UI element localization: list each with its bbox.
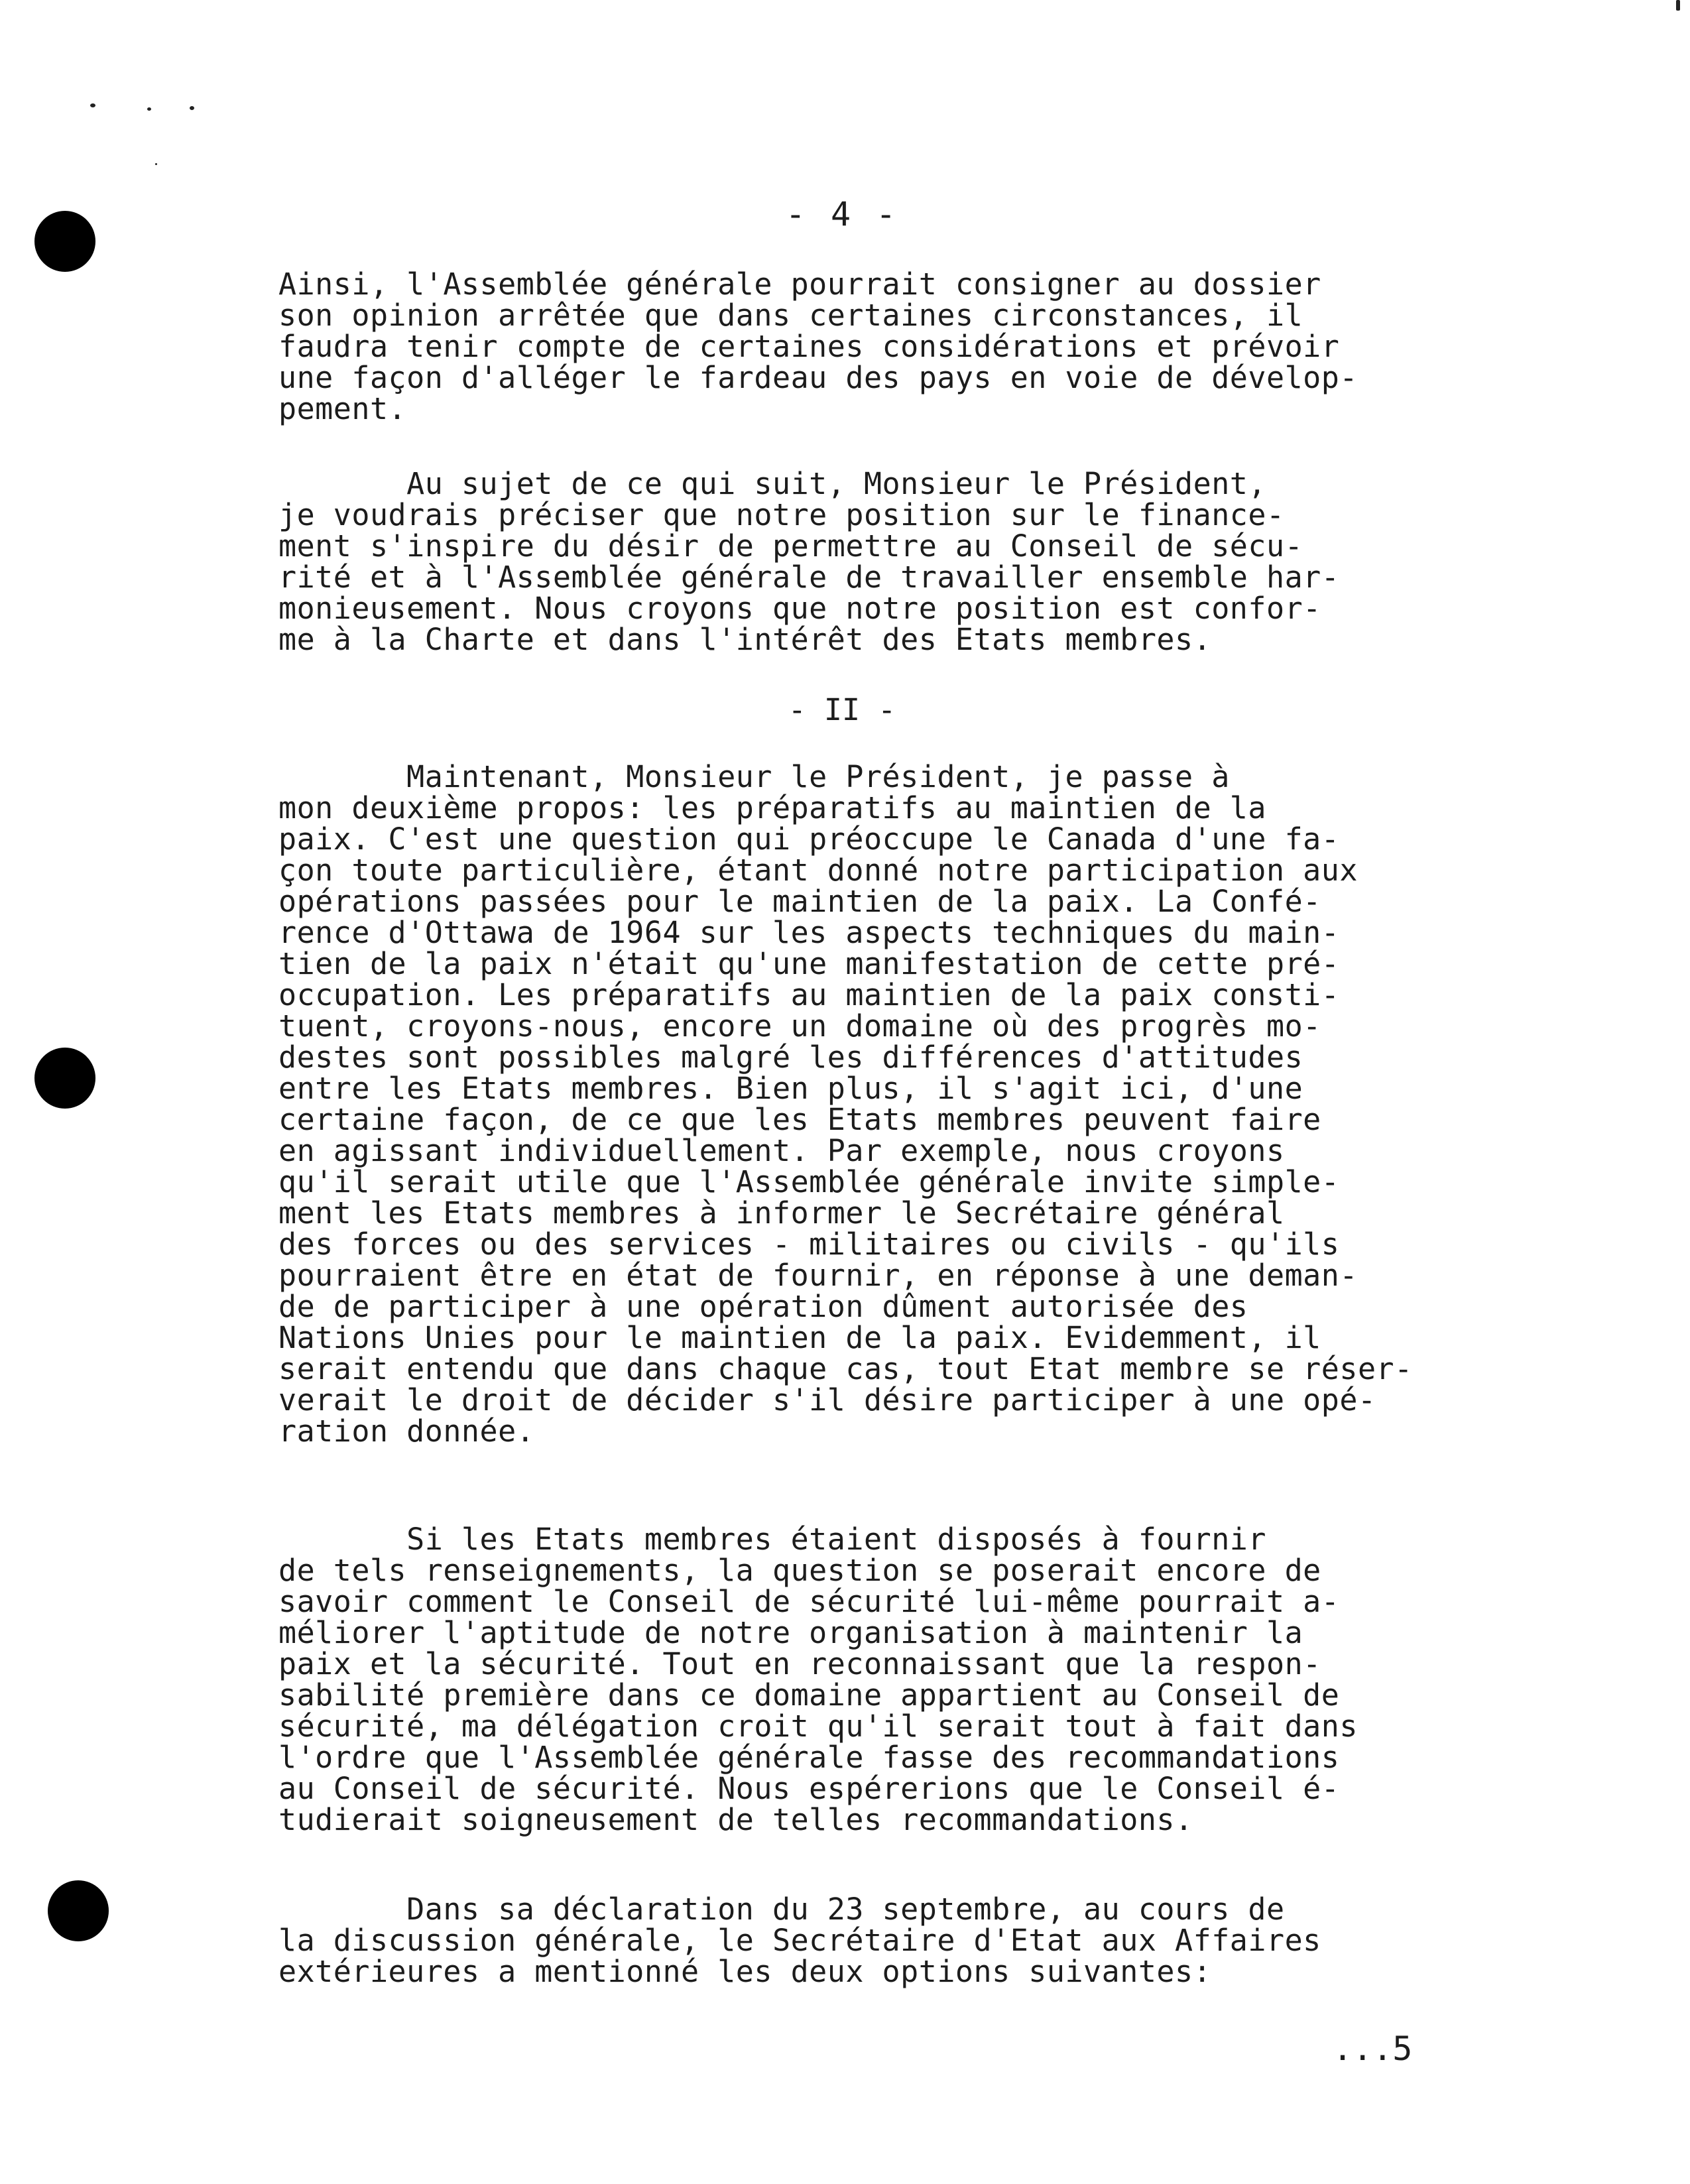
paragraph-3: [278, 761, 1538, 1447]
text-line: serait entendu que dans chaque cas, tout Etat membre se réser-: [278, 1351, 1413, 1386]
paragraph-4: [278, 1524, 1538, 1835]
text-line: occupation. Les préparatifs au maintien de la paix consti-: [278, 977, 1340, 1012]
text-line: pourraient être en état de fournir, en réponse à une deman-: [278, 1258, 1358, 1293]
scan-speck: [147, 107, 151, 111]
text-line: tudierait soigneusement de telles recommandations.: [278, 1802, 1193, 1837]
text-line: des forces ou des services - militaires ou civils - qu'ils: [278, 1227, 1340, 1262]
scan-speck: [190, 106, 194, 110]
text-line: sabilité première dans ce domaine appartient au Conseil de: [278, 1677, 1340, 1713]
punch-hole-top: [34, 211, 95, 272]
paragraph-5: [278, 1894, 1538, 1987]
paragraph-2: [278, 468, 1538, 655]
text-line: mon deuxième propos: les préparatifs au maintien de la: [278, 790, 1266, 825]
text-line: extérieures a mentionné les deux options suivantes:: [278, 1954, 1212, 1989]
text-line: paix et la sécurité. Tout en reconnaissant que la respon-: [278, 1646, 1321, 1681]
text-line: je voudrais préciser que notre position sur le finance-: [278, 497, 1285, 532]
punch-hole-middle: [34, 1048, 95, 1109]
text-line: certaine façon, de ce que les Etats membres peuvent faire: [278, 1102, 1321, 1137]
text-line: tuent, croyons-nous, encore un domaine où des progrès mo-: [278, 1008, 1321, 1044]
text-line: sécurité, ma délégation croit qu'il serait tout à fait dans: [278, 1709, 1358, 1744]
page-number: - 4 -: [785, 195, 899, 233]
text-line: çon toute particulière, étant donné notre participation aux: [278, 853, 1358, 888]
section-heading: - II -: [788, 692, 896, 727]
text-line: méliorer l'aptitude de notre organisation à maintenir la: [278, 1615, 1303, 1650]
text-line: au Conseil de sécurité. Nous espérerions que le Conseil é-: [278, 1771, 1340, 1806]
paragraph-1: [278, 269, 1538, 424]
text-line: de tels renseignements, la question se poserait encore de: [278, 1553, 1321, 1588]
text-line: qu'il serait utile que l'Assemblée générale invite simple-: [278, 1164, 1340, 1199]
text-line: opérations passées pour le maintien de la paix. La Confé-: [278, 884, 1321, 919]
continuation-marker: ...5: [1333, 2030, 1413, 2068]
text-line: entre les Etats membres. Bien plus, il s'agit ici, d'une: [278, 1071, 1303, 1106]
text-line: la discussion générale, le Secrétaire d'Etat aux Affaires: [278, 1923, 1321, 1958]
text-line: me à la Charte et dans l'intérêt des Etats membres.: [278, 622, 1212, 657]
text-line: paix. C'est une question qui préoccupe le Canada d'une fa-: [278, 821, 1340, 857]
text-line: destes sont possibles malgré les différences d'attitudes: [278, 1040, 1303, 1075]
text-line: Nations Unies pour le maintien de la paix. Evidemment, il: [278, 1320, 1321, 1355]
text-line: Dans sa déclaration du 23 septembre, au cours de: [278, 1892, 1285, 1927]
text-line: tien de la paix n'était qu'une manifestation de cette pré-: [278, 946, 1340, 981]
scan-speck: [155, 163, 157, 165]
text-line: son opinion arrêtée que dans certaines circonstances, il: [278, 298, 1303, 333]
text-line: l'ordre que l'Assemblée générale fasse des recommandations: [278, 1740, 1340, 1775]
text-line: en agissant individuellement. Par exemple, nous croyons: [278, 1133, 1285, 1168]
text-line: Si les Etats membres étaient disposés à fournir: [278, 1522, 1266, 1557]
text-line: Au sujet de ce qui suit, Monsieur le Président,: [278, 466, 1266, 501]
text-line: une façon d'alléger le fardeau des pays en voie de dévelop-: [278, 360, 1358, 395]
text-line: Ainsi, l'Assemblée générale pourrait consigner au dossier: [278, 267, 1321, 302]
text-line: faudra tenir compte de certaines considérations et prévoir: [278, 329, 1340, 364]
text-line: rité et à l'Assemblée générale de travailler ensemble har-: [278, 560, 1340, 595]
text-line: pement.: [278, 391, 407, 426]
text-line: de de participer à une opération dûment autorisée des: [278, 1289, 1248, 1324]
text-line: ment les Etats membres à informer le Secrétaire général: [278, 1195, 1285, 1231]
scan-speck: [90, 103, 95, 107]
text-line: Maintenant, Monsieur le Président, je passe à: [278, 759, 1230, 794]
text-line: ration donnée.: [278, 1414, 535, 1449]
text-line: savoir comment le Conseil de sécurité lui-même pourrait a-: [278, 1584, 1340, 1619]
text-line: verait le droit de décider s'il désire participer à une opé-: [278, 1382, 1376, 1418]
punch-hole-bottom: [48, 1880, 109, 1941]
text-line: ment s'inspire du désir de permettre au Conseil de sécu-: [278, 528, 1303, 564]
scan-edge-mark: [1676, 0, 1680, 11]
text-line: monieusement. Nous croyons que notre position est confor-: [278, 591, 1321, 626]
text-line: rence d'Ottawa de 1964 sur les aspects techniques du main-: [278, 915, 1340, 950]
